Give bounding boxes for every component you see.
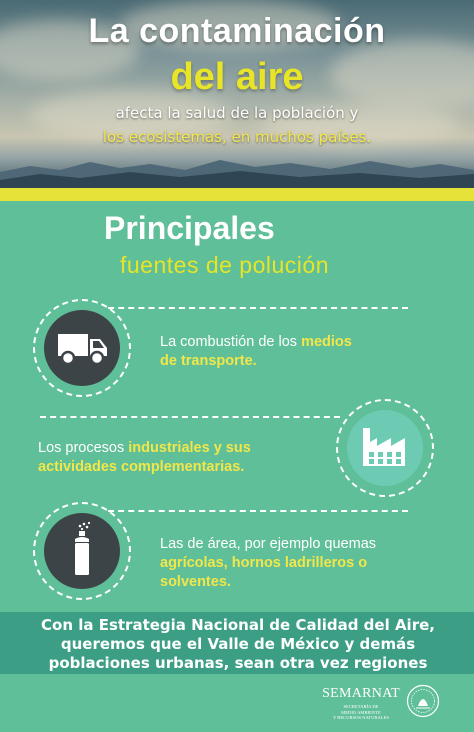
- item-transport-text: [160, 333, 400, 371]
- item-area-highlight-b: solventes.: [160, 574, 231, 590]
- dashed-divider: [108, 307, 408, 309]
- item-industry-text: [38, 439, 328, 477]
- item-industry-highlight-a: industriales y sus: [128, 440, 251, 456]
- item-area-plain: Las de área, por ejemplo quemas: [160, 536, 377, 552]
- item-icon-ring: [33, 502, 131, 600]
- item-icon-ring: [336, 399, 434, 497]
- item-area-highlight-a: agrícolas, hornos ladrilleros o: [160, 555, 368, 571]
- dashed-divider: [108, 510, 408, 512]
- title-line-1: La contaminación: [88, 12, 386, 50]
- item-industry-plain: Los procesos: [38, 440, 129, 456]
- item-industry-highlight-b: actividades complementarias.: [38, 459, 245, 475]
- section-title: Principales: [104, 210, 275, 246]
- item-transport-highlight-a: medios: [301, 334, 352, 350]
- semarnat-logo: [320, 686, 402, 721]
- item-transport-plain: La combustión de los: [160, 334, 302, 350]
- item-icon-ring: [33, 299, 131, 397]
- section-subtitle: fuentes de polución: [120, 252, 329, 278]
- mountains-silhouette: [0, 150, 474, 190]
- truck-icon: [44, 310, 120, 386]
- closing-message: Con la Estrategia Nacional de Calidad del Aire, queremos que el Valle de México y demás poblaciones urbanas, sean otra vez regiones: [41, 616, 435, 672]
- dashed-divider: [40, 416, 340, 418]
- subtitle-line-2: los ecosistemas, en muchos países.: [102, 128, 372, 146]
- item-area-text: [160, 535, 420, 592]
- spray-can-icon: [44, 513, 120, 589]
- title-line-2: del aire: [170, 56, 304, 98]
- logo-line-2: MEDIO AMBIENTE: [341, 709, 381, 715]
- subtitle-line-1: afecta la salud de la población y: [115, 104, 359, 122]
- factory-icon: [347, 410, 423, 486]
- footer: [0, 674, 474, 732]
- logo-line-1: SECRETARÍA DE: [343, 704, 379, 709]
- sky-header: [0, 0, 474, 190]
- mexico-seal-icon: [406, 684, 440, 718]
- item-transport-highlight-b: de transporte.: [160, 353, 257, 369]
- yellow-divider-band: [0, 188, 474, 201]
- logo-line-3: Y RECURSOS NATURALES: [333, 715, 389, 720]
- logo-name: SEMARNAT: [322, 686, 400, 701]
